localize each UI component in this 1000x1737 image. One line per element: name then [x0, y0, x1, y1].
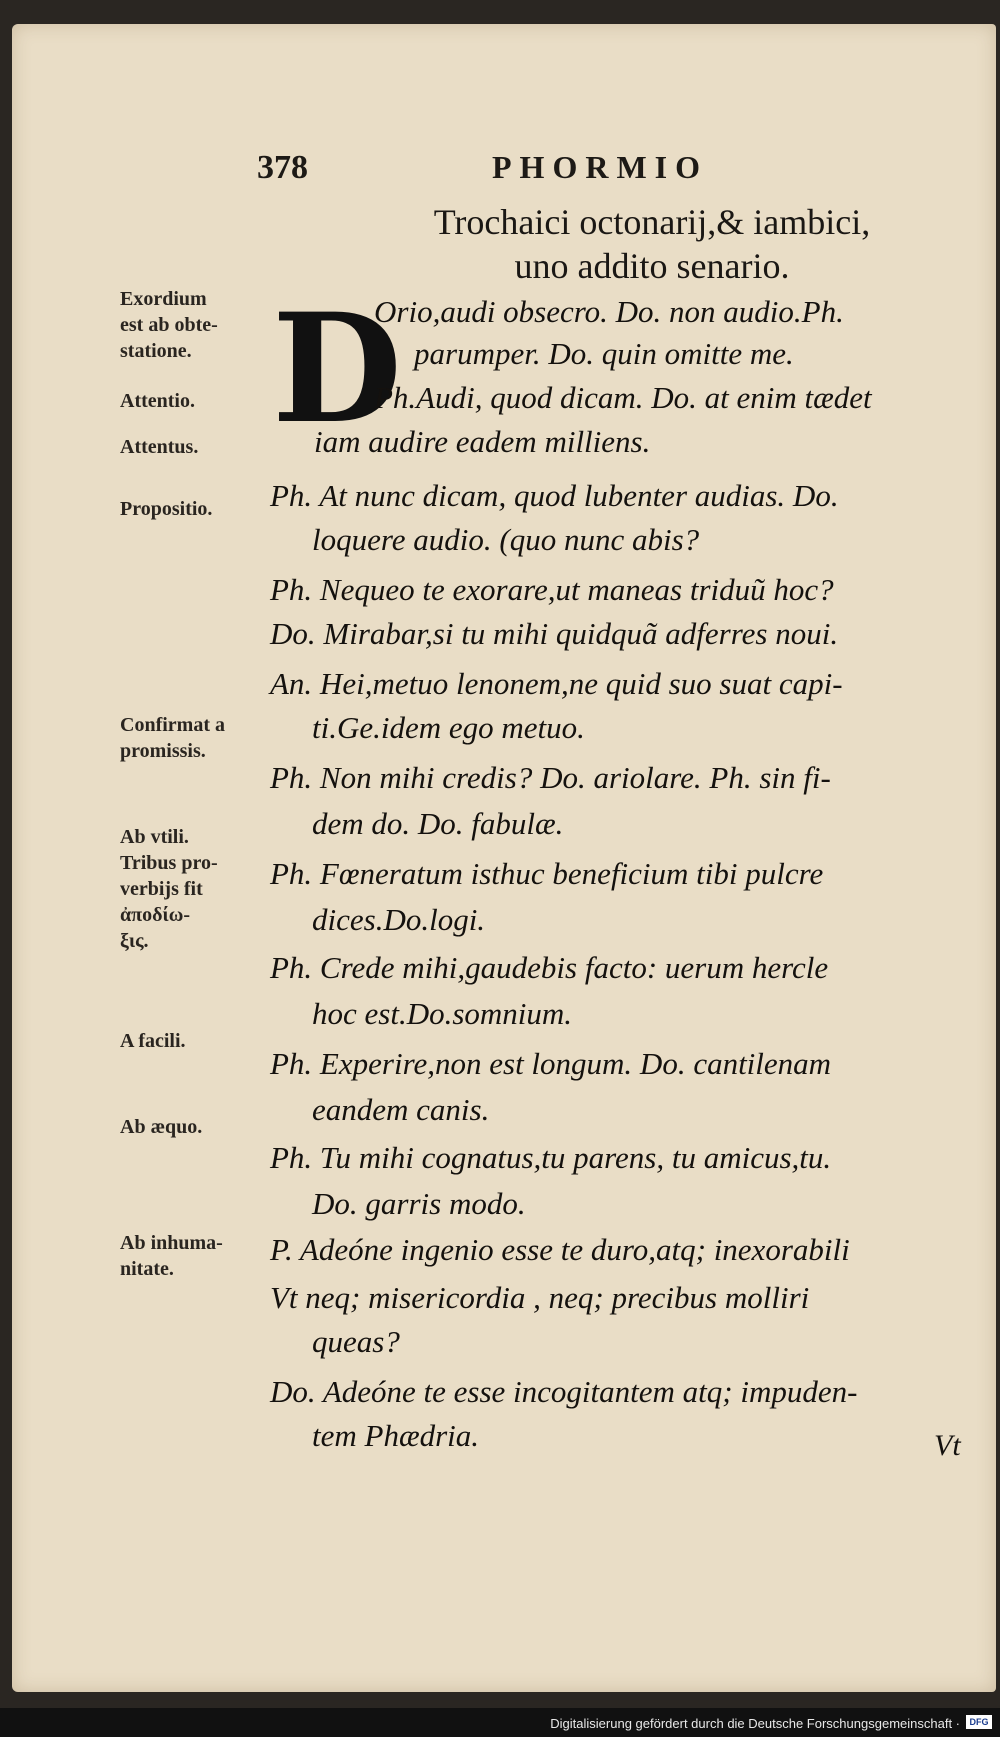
margin-note: Ab inhuma- nitate.: [120, 1232, 223, 1280]
meter-heading-line: Trochaici octonarij,& iambici,: [433, 202, 871, 242]
meter-heading-line: uno addito senario.: [514, 246, 790, 286]
verse-line: Orio,audi obsecro. Do. non audio.Ph.: [374, 294, 844, 329]
page-number: 378: [257, 149, 308, 186]
verse-line: loquere audio. (quo nunc abis?: [312, 522, 700, 557]
verse-line: Ph. Nequeo te exorare,ut maneas triduũ hoc?: [270, 572, 834, 607]
verse-line: Ph. Non mihi credis? Do. ariolare. Ph. sin fi-: [270, 760, 831, 795]
digitization-footer: [0, 1708, 1000, 1737]
margin-note: Propositio.: [120, 498, 213, 520]
verse-line: Do. garris modo.: [312, 1186, 526, 1221]
verse-line: dem do. Do. fabulæ.: [312, 806, 564, 841]
verse-line: Vt neq; misericordia , neq; precibus molliri: [270, 1280, 810, 1315]
margin-note: Tribus pro- verbijs fit ἀποδίω- ξις.: [120, 852, 218, 952]
verse-line: Ph. Fœneratum isthuc beneficium tibi pulcre: [270, 856, 824, 891]
margin-note: Attentio.: [120, 390, 195, 412]
margin-note: Confirmat a promissis.: [120, 714, 225, 762]
verse-text: [12, 24, 996, 1624]
verse-line: eandem canis.: [312, 1092, 490, 1127]
margin-note: Ab vtili.: [120, 826, 189, 848]
margin-note: Ab æquo.: [120, 1116, 203, 1138]
verse-line: iam audire eadem milliens.: [314, 424, 651, 459]
margin-note: Exordium est ab obte- statione.: [120, 288, 218, 362]
verse-line: An. Hei,metuo lenonem,ne quid suo suat capi-: [270, 666, 843, 701]
book-page: [12, 24, 996, 1692]
drop-cap: D: [272, 281, 403, 457]
verse-line: ti.Ge.idem ego metuo.: [312, 710, 585, 745]
verse-line: Ph.Audi, quod dicam. Do. at enim tædet: [374, 380, 872, 415]
verse-line: tem Phædria.: [312, 1418, 480, 1453]
dfg-logo-icon: DFG: [966, 1715, 992, 1729]
verse-line: parumper. Do. quin omitte me.: [414, 336, 794, 371]
catchword: Vt: [934, 1429, 961, 1462]
verse-line: Ph. Experire,non est longum. Do. cantilenam: [270, 1046, 832, 1081]
margin-note: A facili.: [120, 1030, 186, 1052]
verse-line: Ph. Crede mihi,gaudebis facto: uerum hercle: [270, 950, 829, 985]
verse-line: Ph. At nunc dicam, quod lubenter audias. Do.: [270, 478, 839, 513]
verse-line: hoc est.Do.somnium.: [312, 996, 573, 1031]
footer-credit: Digitalisierung gefördert durch die Deutsche Forschungsgemeinschaft ·: [550, 1716, 960, 1731]
margin-note: Attentus.: [120, 436, 199, 458]
verse-line: Do. Mirabar,si tu mihi quidquã adferres noui.: [270, 616, 839, 651]
verse-line: Ph. Tu mihi cognatus,tu parens, tu amicus,tu.: [270, 1140, 832, 1175]
verse-line: queas?: [312, 1324, 400, 1359]
verse-line: dices.Do.logi.: [312, 902, 486, 937]
running-title: PHORMIO: [492, 149, 708, 185]
verse-line: Do. Adeóne te esse incogitantem atq; impuden-: [270, 1374, 858, 1409]
verse-line: P. Adeóne ingenio esse te duro,atq; inexorabili: [270, 1232, 850, 1267]
